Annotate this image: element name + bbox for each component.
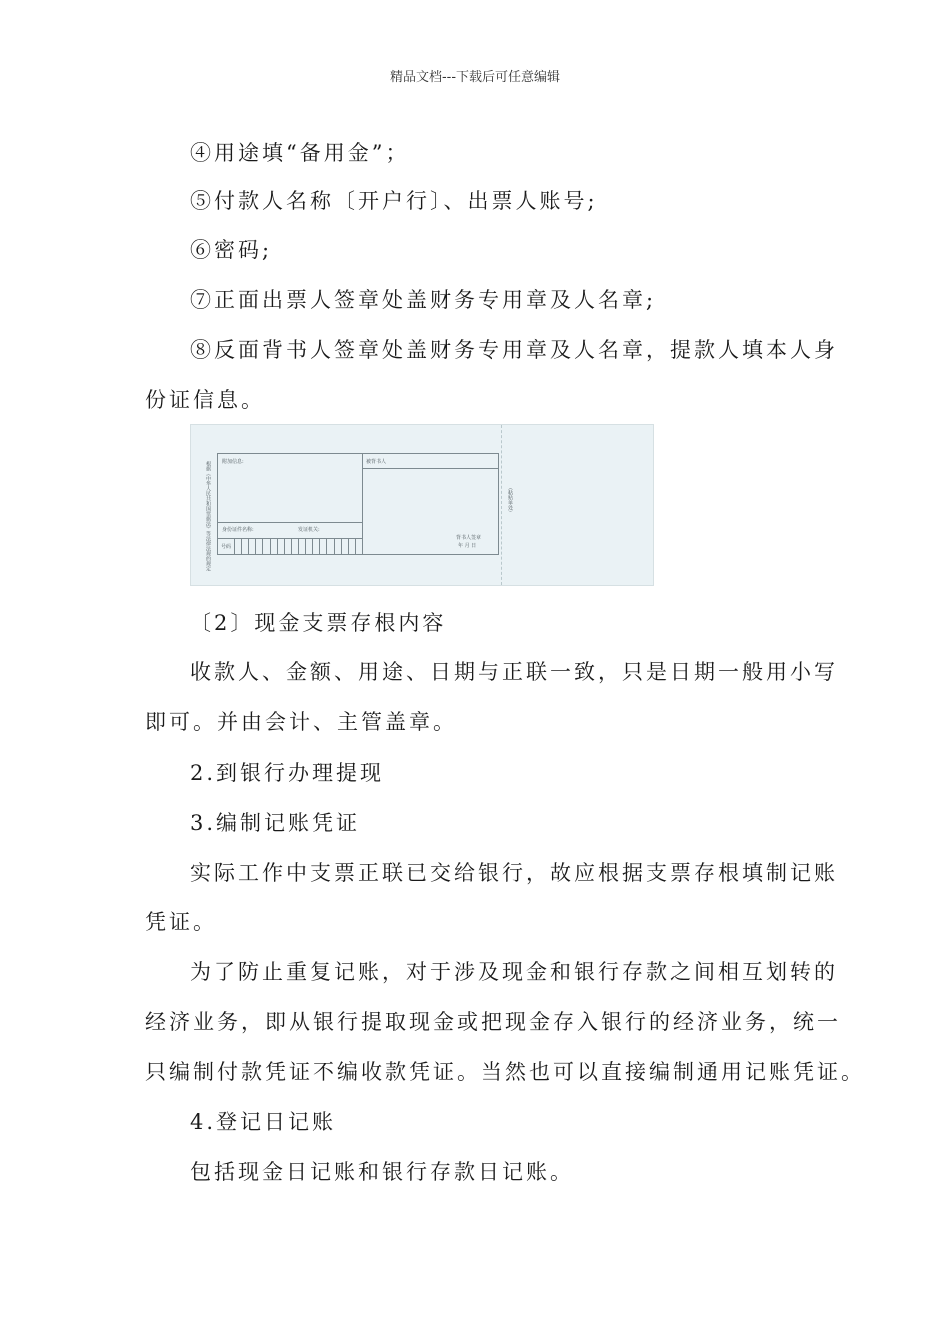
paragraph-step-3: 3.编制记账凭证: [190, 811, 361, 835]
paragraph-purpose: ④用途填“备用金”；: [190, 141, 410, 165]
paragraph-step-4: 4.登记日记账: [190, 1110, 337, 1134]
check-stub-divider: [501, 425, 503, 585]
check-label-date: 年 月 日: [458, 543, 477, 549]
paragraph-stub-detail: 收款人、金额、用途、日期与正联一致，只是日期一般用小写: [190, 660, 838, 684]
check-label-sign: 背书人签章: [456, 535, 482, 541]
paragraph-voucher: 实际工作中支票正联已交给银行，故应根据支票存根填制记账: [190, 861, 838, 885]
paragraph-stub-detail-cont: 即可。并由会计、主管盖章。: [145, 710, 457, 734]
paragraph-password: ⑥密码;: [190, 238, 273, 262]
paragraph-front-seal: ⑦正面出票人签章处盖财务专用章及人名章;: [190, 288, 657, 312]
check-back-image: [190, 424, 654, 586]
paragraph-duplicate: 为了防止重复记账，对于涉及现金和银行存款之间相互划转的: [190, 960, 838, 984]
check-label-id-type: 身份证件名称:: [222, 527, 254, 533]
paragraph-stub-content: 〔2〕现金支票存根内容: [190, 611, 447, 635]
check-side-text-left: 根据《中华人民共和国票据法》等法律法规的规定: [205, 461, 211, 571]
paragraph-back-seal: ⑧反面背书人签章处盖财务专用章及人名章，提款人填本人身: [190, 338, 838, 362]
paragraph-payer-name: ⑤付款人名称〔开户行〕、出票人账号;: [190, 189, 598, 213]
paragraph-voucher-cont: 凭证。: [145, 910, 217, 934]
page-header: 精品文档---下载后可任意编辑: [389, 70, 561, 85]
paragraph-journal: 包括现金日记账和银行存款日记账。: [190, 1160, 574, 1184]
check-side-text-right: （粘贴单处）: [507, 485, 513, 515]
paragraph-duplicate-cont-2: 只编制付款凭证不编收款凭证。当然也可以直接编制通用记账凭证。: [145, 1060, 865, 1084]
check-attach-box: [218, 454, 363, 554]
check-number-grid: [234, 538, 362, 554]
paragraph-step-2: 2.到银行办理提现: [190, 761, 385, 785]
paragraph-duplicate-cont-1: 经济业务，即从银行提取现金或把现金存入银行的经济业务，统一: [145, 1010, 841, 1034]
paragraph-back-seal-cont: 份证信息。: [145, 388, 265, 412]
check-label-endorser: 被背书人: [366, 459, 387, 465]
check-label-number: 号码: [221, 544, 232, 550]
check-label-attach: 附加信息:: [222, 459, 244, 465]
check-label-issuer: 发证机关:: [298, 527, 320, 533]
check-endorsement-frame: [217, 453, 499, 555]
